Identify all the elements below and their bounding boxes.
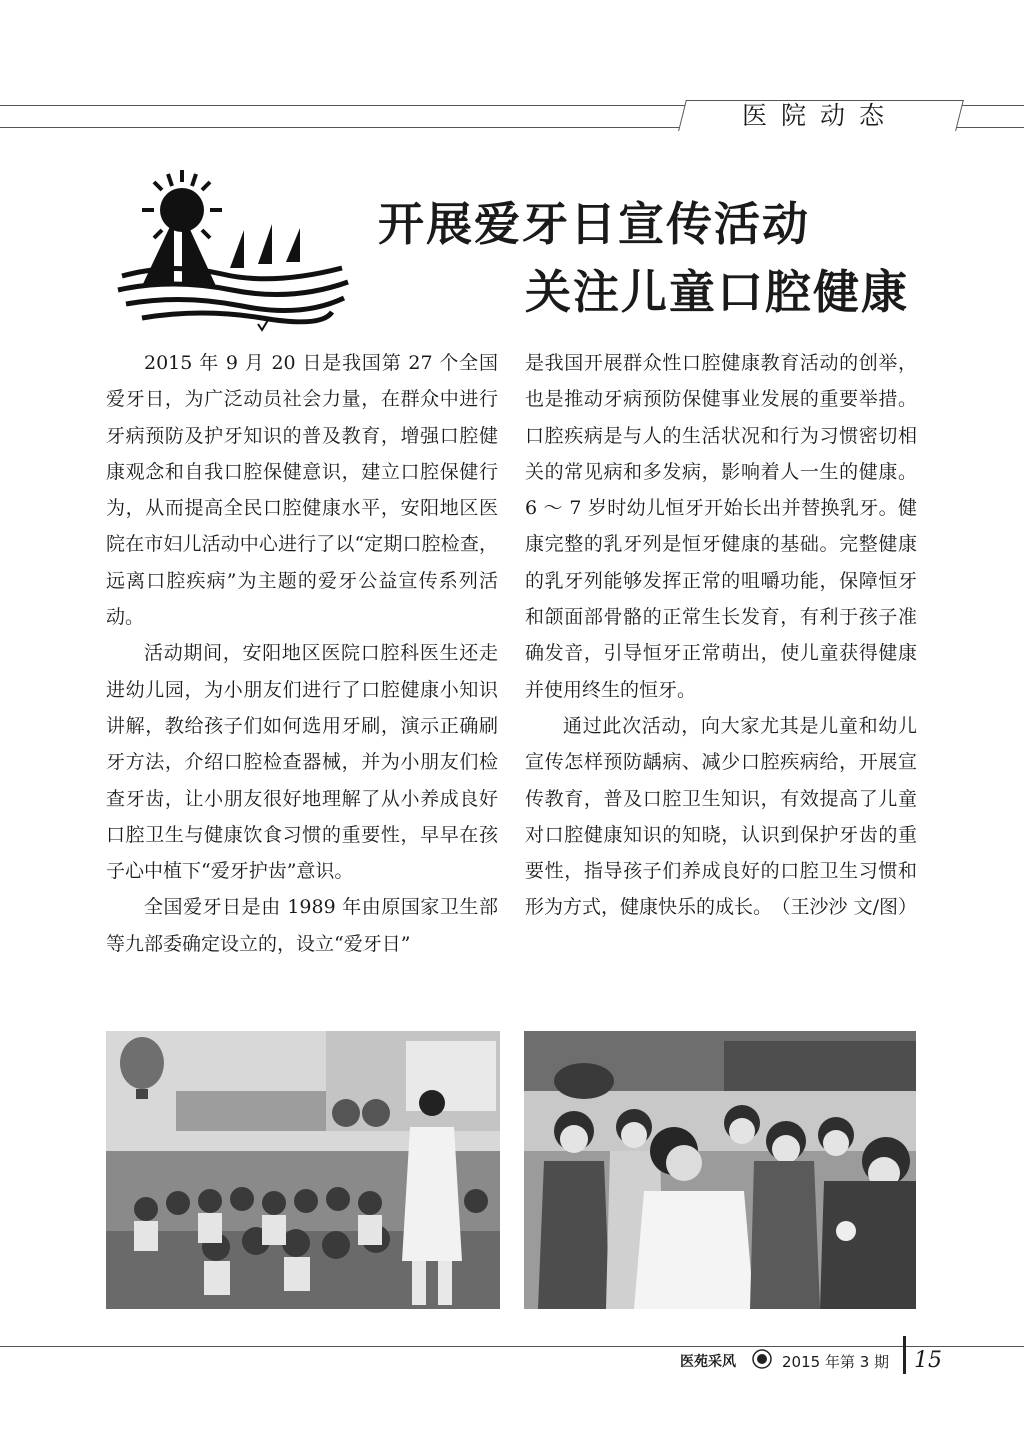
article-column-left (106, 345, 498, 962)
section-title: 医院动态 (741, 101, 898, 130)
page-number-divider (903, 1336, 906, 1374)
paragraph: 通过此次活动，向大家尤其是儿童和幼儿宣传怎样预防龋病、减少口腔疾病给，开展宣传教育，普及口腔卫生知识，有效提高了儿童对口腔健康知识的知晓，认识到保护牙齿的重要性，指导孩子们养成良好的口腔卫生习惯和形为方式，健康快乐的成长。 (525, 714, 917, 919)
paragraph: 是我国开展群众性口腔健康教育活动的创举，也是推动牙病预防保健事业发展的重要举措。口腔疾病是与人的生活状况和行为习惯密切相关的常见病和多发病，影响着人一生的健康。6 ～ 7 岁时幼儿恒牙开始长出并替换乳牙。健康完整的乳牙列是恒牙健康的基础。完整健康的乳牙列能够发挥正常的咀嚼功能，保障恒牙和颌面部骨骼的正常生长发育，有利于孩子准确发音，引导恒牙正常萌出，使儿童获得健康并使用终生的恒牙。 (525, 352, 917, 701)
photo-dental-check (524, 1031, 916, 1309)
footer-rule (0, 1346, 905, 1347)
page-number: 15 (914, 1348, 942, 1373)
author-credit: （王沙沙 文/图） (771, 896, 917, 919)
paragraph: 活动期间，安阳地区医院口腔科医生还走进幼儿园，为小朋友们进行了口腔健康小知识讲解，教给孩子们如何选用牙刷，演示正确刷牙方法，介绍口腔检查器械，并为小朋友们检查牙齿，让小朋友很好地理解了从小养成良好口腔卫生与健康饮食习惯的重要性，早早在孩子心中植下“爱牙护齿”意识。 (106, 642, 498, 883)
issue-number: 2015 年第 3 期 (782, 1353, 890, 1371)
magazine-name: 医苑采风 (680, 1354, 736, 1370)
photo-classroom (106, 1031, 500, 1309)
article-title-line2: 关注儿童口腔健康 (525, 265, 909, 319)
article-title-line1: 开展爱牙日宣传活动 (378, 197, 810, 251)
paragraph: 2015 年 9 月 20 日是我国第 27 个全国爱牙日，为广泛动员社会力量，在群众中进行牙病预防及护牙知识的普及教育，增强口腔健康观念和自我口腔保健意识，建立口腔保健行为，从而提高全民口腔健康水平，安阳地区医院在市妇儿活动中心进行了以“定期口腔检查，远离口腔疾病”为主题的爱牙公益宣传系列活动。 (106, 352, 498, 629)
sun-sailboat-logo (112, 168, 352, 333)
paragraph: 全国爱牙日是由 1989 年由原国家卫生部等九部委确定设立的，设立“爱牙日” (106, 896, 498, 955)
article-column-right (525, 345, 917, 926)
emblem-icon (752, 1349, 772, 1369)
footer-rule-right (905, 1346, 1024, 1347)
